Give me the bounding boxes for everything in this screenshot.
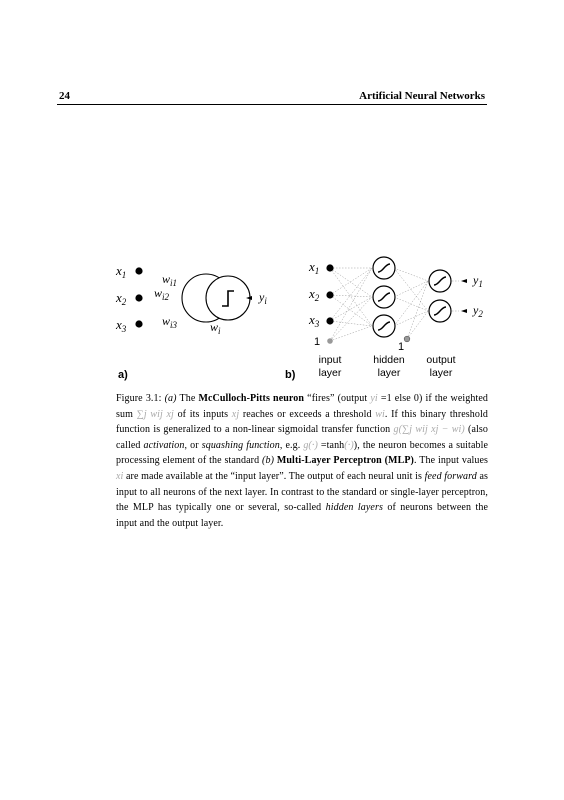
- symbol-g-function: g(∑j wij xj − wi): [393, 424, 465, 436]
- caption-feed-forward-term: feed forward: [424, 470, 477, 482]
- hidden-output-connections: [394, 268, 428, 339]
- panel-a-weight-wi1: $w_{i1}$: [162, 272, 178, 288]
- panel-b-output-y1: $y_1$: [473, 273, 483, 289]
- symbol-paren: (·): [344, 439, 354, 451]
- output-arrow-icon: [461, 309, 467, 313]
- bias-node: [327, 338, 333, 344]
- caption-activation-term: activation: [143, 439, 185, 451]
- panel-a-input-x1: $x_1$: [116, 263, 127, 280]
- layer-label-hidden: hidden: [373, 354, 405, 366]
- layer-label-output-sub: layer: [429, 367, 453, 379]
- input-hidden-connections: [330, 268, 372, 341]
- panel-b-bias-hidden: 1: [398, 341, 405, 353]
- panel-a-input-node: [135, 320, 142, 327]
- output-arrow-icon: [461, 279, 467, 283]
- layer-label-hidden-sub: layer: [377, 367, 401, 379]
- caption-squashing-term: squashing function: [201, 439, 280, 451]
- input-layer-node: [326, 317, 333, 324]
- caption-fig-label: Figure 3.1:: [116, 393, 162, 404]
- symbol-yi: yi: [370, 393, 378, 404]
- caption-a-marker: (a): [164, 393, 177, 404]
- panel-a-threshold-wi: $w_i$: [210, 320, 221, 336]
- panel-a-input-x3: $x_3$: [116, 317, 127, 334]
- caption-hidden-layers-term: hidden layers: [325, 502, 383, 514]
- panel-b-output-y2: $y_2$: [473, 303, 483, 319]
- panel-a-weight-wi2: $w_{i2}$: [154, 286, 170, 302]
- caption-mcp-term: McCulloch-Pitts neuron: [198, 393, 305, 404]
- input-layer-node: [326, 264, 333, 271]
- caption-mlp-term: Multi-Layer Perceptron (MLP): [276, 455, 414, 467]
- figure-caption: Figure 3.1: (a) The McCulloch-Pitts neuron “fires” (output yi =1 else 0) if the weighted sum ∑j wij xj of its inputs xj reaches or exceeds a threshold wi. If this binary threshold function is generalized to a non-linear sigmoidal transfer function g(∑j wij xj − wi) (also called activation, or squashing function, e.g. g(·) =tanh(·)), the neuron becomes a suitable processing element of the standard (b) Multi-Layer Perceptron (MLP). The input values xi are made available at the “input layer”. The output of each neural unit is feed forward as input to all neurons of the next layer. In contrast to the standard or single-layer perceptron, the MLP has typically one or several, so-called hidden layers of neurons between the input and the output layer.: [116, 393, 488, 529]
- symbol-wi: wi: [375, 408, 385, 420]
- caption-b-marker: (b): [262, 455, 275, 467]
- symbol-g: g(·): [303, 439, 318, 451]
- panel-b-input-x1: $x_1$: [309, 259, 320, 276]
- layer-label-input: input: [318, 354, 342, 366]
- panel-b-label: b): [285, 369, 296, 381]
- panel-b: [285, 257, 483, 381]
- panel-b-input-x3: $x_3$: [309, 312, 320, 329]
- symbol-weighted-sum: ∑j wij xj: [136, 408, 174, 420]
- symbol-xi: xi: [116, 470, 124, 482]
- page-number: 24: [59, 90, 70, 102]
- panel-a-input-node: [135, 294, 142, 301]
- hidden-bias-node: [404, 336, 410, 342]
- symbol-xj: xj: [231, 408, 240, 420]
- panel-a-input-x2: $x_2$: [116, 290, 127, 307]
- layer-label-output: output: [426, 354, 456, 366]
- panel-b-bias-input: 1: [314, 336, 321, 348]
- panel-b-input-x2: $x_2$: [309, 286, 320, 303]
- panel-a-weight-wi3: $w_{i3}$: [162, 314, 178, 330]
- layer-label-input-sub: layer: [318, 367, 342, 379]
- panel-a-input-node: [135, 267, 142, 274]
- running-title: Artificial Neural Networks: [359, 90, 485, 102]
- input-layer-node: [326, 291, 333, 298]
- panel-a-label: a): [118, 369, 128, 381]
- panel-a-output-yi: $y_i$: [259, 290, 267, 306]
- panel-a: [115, 263, 267, 381]
